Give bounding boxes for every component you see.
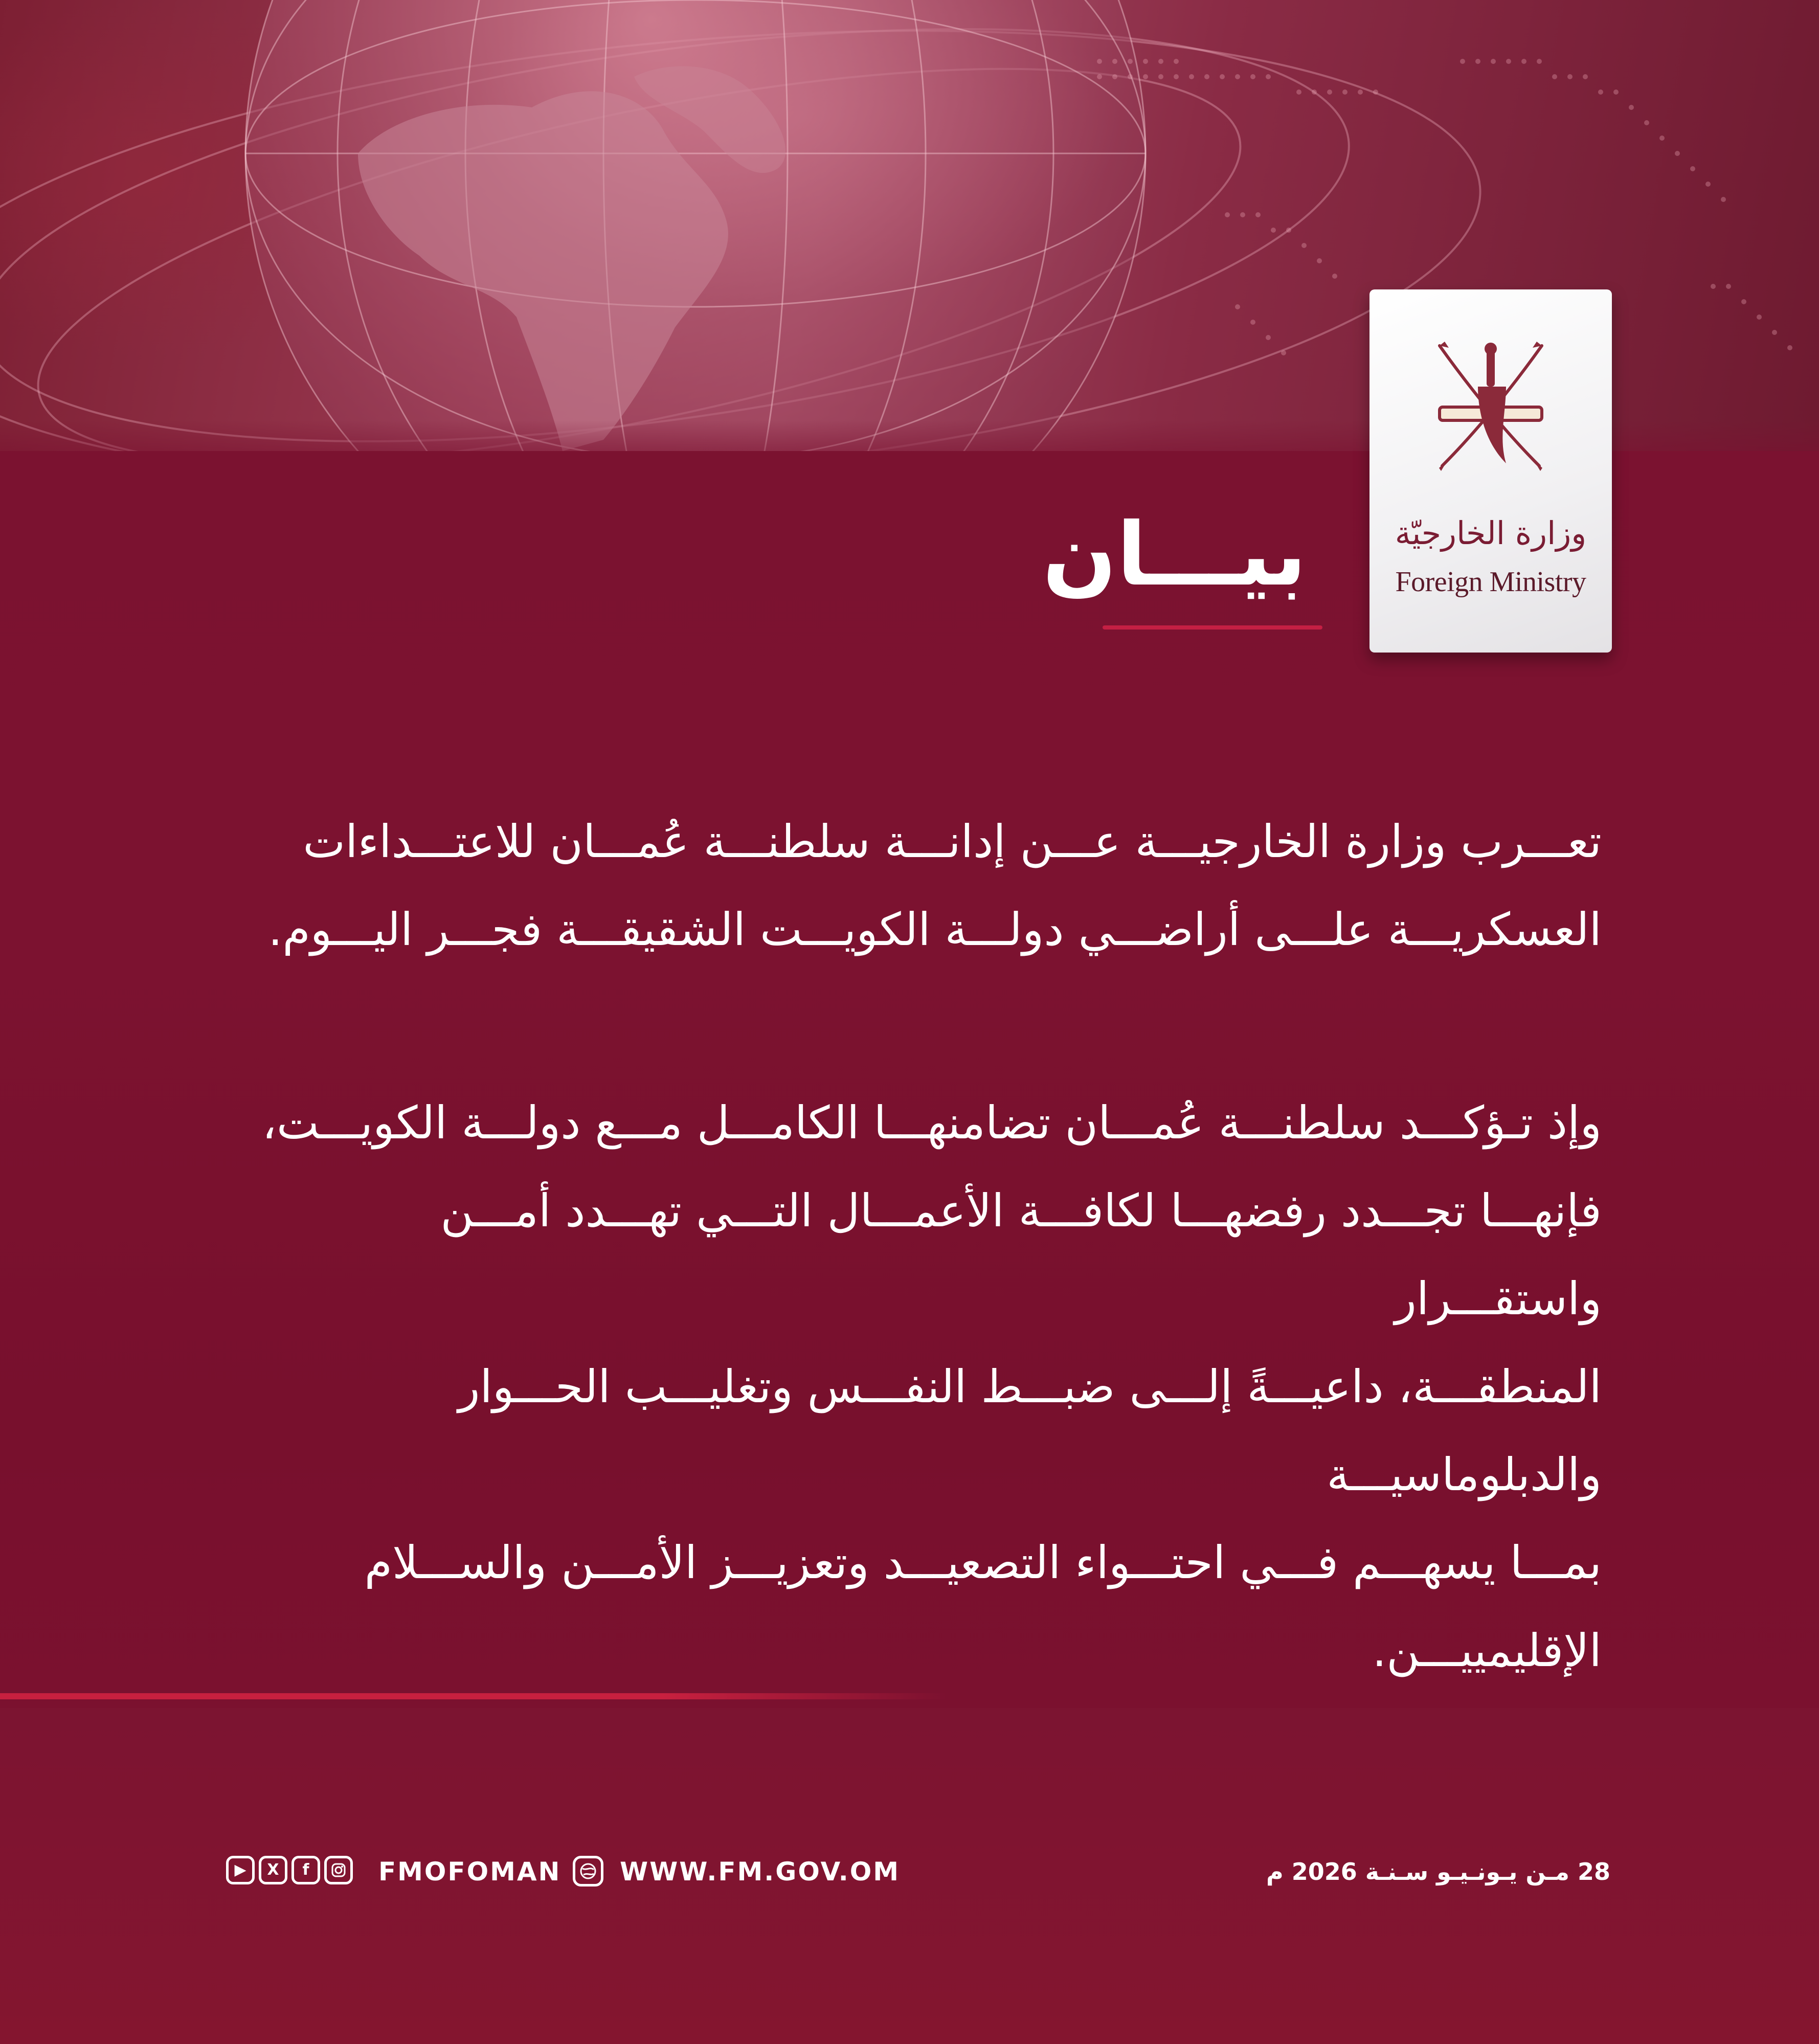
statement-date: 28 مـن يـونـيـو سـنـة 2026 م <box>1266 1858 1610 1885</box>
x-icon[interactable]: X <box>259 1856 287 1884</box>
paragraph-line: وإذ تـؤكـــد سلطنـــة عُمـــان تضامنهـــا الكامـــل مـــع دولـــة الكويـــت، <box>262 1096 1602 1149</box>
logo-arabic-name: وزارة الخارجيّة <box>1395 514 1587 552</box>
statement-title: بيـــان <box>1042 504 1307 605</box>
paragraph-line: فإنهـــا تجـــدد رفضهـــا لكافـــة الأعمـــال التـــي تهـــدد أمـــن واستقـــرار <box>440 1184 1602 1325</box>
website-link[interactable]: WWW.FM.GOV.OM <box>620 1857 900 1886</box>
social-handle[interactable]: FMOFOMAN <box>378 1857 562 1886</box>
footer-separator <box>0 1693 946 1699</box>
ministry-logo-card <box>1369 289 1612 653</box>
title-underline <box>1103 625 1322 630</box>
paragraph-line: المنطقـــة، داعيـــةً إلـــى ضبـــط النفـــس وتغليـــب الحـــوار والدبلوماسيـــة <box>458 1360 1602 1501</box>
logo-english-name: Foreign Ministry <box>1395 566 1586 598</box>
paragraph-line: تعـــرب وزارة الخارجيـــة عـــن إدانـــة سلطنـــة عُمـــان للاعتـــداءات <box>303 815 1602 868</box>
globe-icon <box>573 1856 603 1886</box>
khanjar-emblem-icon <box>1429 335 1552 479</box>
social-icons <box>226 1856 353 1886</box>
paragraph-1 <box>221 798 1602 974</box>
facebook-icon[interactable]: f <box>291 1856 320 1884</box>
paragraph-line: بمـــا يسهـــم فـــي احتـــواء التصعيـــد وتعزيـــز الأمـــن والســـلام الإقليمييـــن. <box>364 1536 1602 1677</box>
youtube-icon[interactable]: ▶ <box>226 1856 255 1884</box>
paragraph-2 <box>221 1079 1602 1695</box>
paragraph-line: العسكريـــة علـــى أراضـــي دولـــة الكويـــت الشقيقـــة فجـــر اليـــوم. <box>268 903 1602 956</box>
instagram-icon[interactable] <box>324 1856 353 1884</box>
